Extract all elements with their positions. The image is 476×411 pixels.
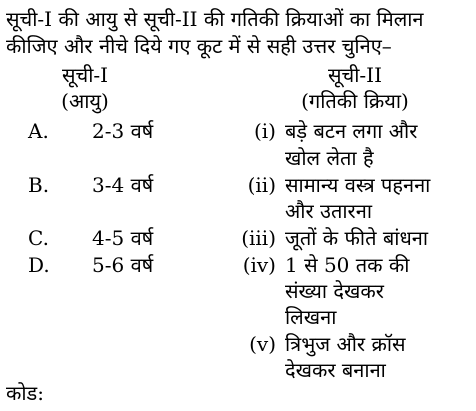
list2-item-v-line1: त्रिभुज और क्रॉस <box>285 332 406 356</box>
list2-item-iv-line1: 1 से 50 तक की <box>285 253 410 277</box>
list2-item-i-line2: खोल लेता है <box>285 146 374 170</box>
list1-item-b-label: B. <box>28 173 50 197</box>
list2-title: सूची-II <box>328 63 382 87</box>
list2-item-ii-line1: सामान्य वस्त्र पहनना <box>285 173 431 197</box>
list2-item-iii-num: (iii) <box>241 226 276 250</box>
question-line-1: सूची-I की आयु से सूची-II की गतिकी क्रियाओं का मिलान <box>6 7 424 31</box>
list2-item-v-num: (v) <box>249 332 276 356</box>
list2-item-iv-line3: लिखना <box>285 305 337 329</box>
list1-item-c-value: 4-5 वर्ष <box>92 226 154 250</box>
list1-subtitle: (आयु) <box>61 89 109 113</box>
list2-item-ii-line2: और उतारना <box>285 199 372 223</box>
code-label: कोड: <box>6 381 44 405</box>
list2-item-v-line2: देखकर बनाना <box>285 358 386 382</box>
list1-item-c-label: C. <box>28 226 49 250</box>
list2-subtitle: (गतिकी क्रिया) <box>301 89 409 113</box>
list1-title: सूची-I <box>61 63 109 87</box>
list2-item-iii-line1: जूतों के फीते बांधना <box>285 226 429 250</box>
list2-item-i-num: (i) <box>253 119 276 143</box>
list2-item-ii-num: (ii) <box>247 173 276 197</box>
list1-item-a-label: A. <box>28 119 49 143</box>
list2-item-iv-line2: संख्या देखकर <box>285 279 384 303</box>
question-line-2: कीजिए और नीचे दिये गए कूट में से सही उत्तर चुनिए– <box>6 34 392 58</box>
list1-item-b-value: 3-4 वर्ष <box>92 173 154 197</box>
list2-item-iv-num: (iv) <box>242 253 276 277</box>
list1-item-a-value: 2-3 वर्ष <box>92 119 154 143</box>
list1-item-d-value: 5-6 वर्ष <box>92 253 154 277</box>
list1-item-d-label: D. <box>28 253 50 277</box>
list2-item-i-line1: बड़े बटन लगा और <box>285 119 418 143</box>
